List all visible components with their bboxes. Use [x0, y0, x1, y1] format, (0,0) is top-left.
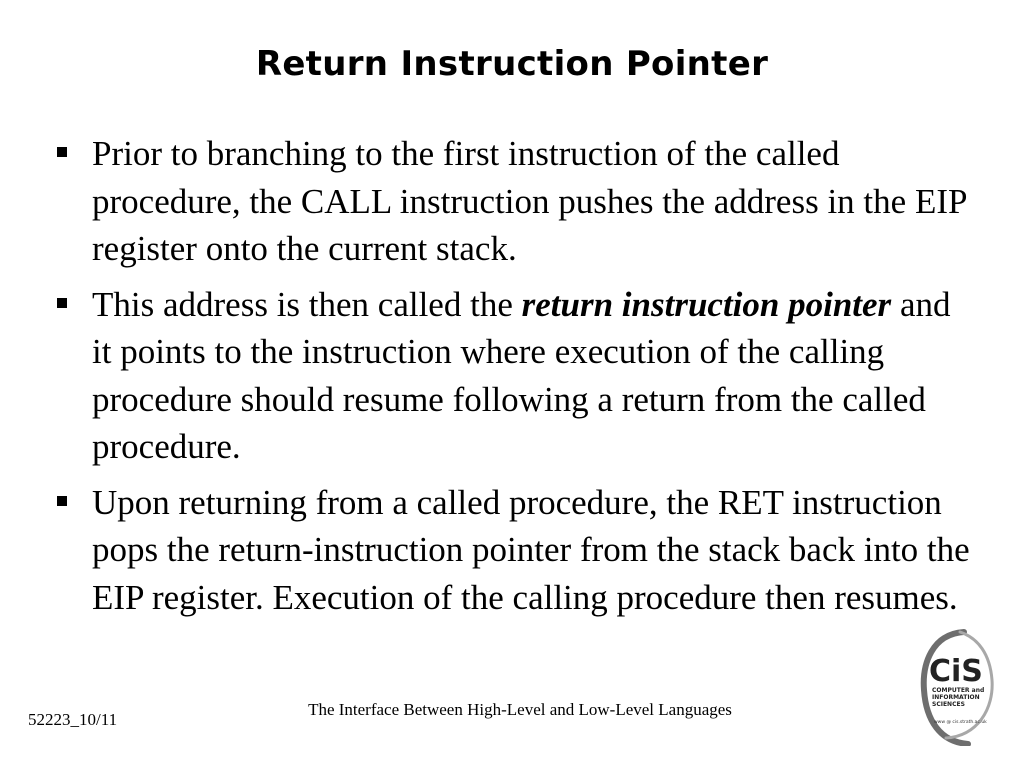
bullet-text-before: This address is then called the: [92, 284, 522, 324]
bullet-item: [55, 281, 975, 471]
bullet-item: [55, 130, 975, 273]
logo-line1: COMPUTER and: [932, 687, 985, 694]
logo-line3: SCIENCES: [932, 701, 965, 708]
bullet-list: [55, 130, 975, 629]
logo-url: www @ cis.strath.ac.uk: [934, 720, 987, 725]
cis-logo: [918, 628, 998, 746]
square-bullet-icon: [57, 496, 67, 506]
square-bullet-icon: [57, 147, 67, 157]
logo-line2: INFORMATION: [932, 694, 980, 701]
slide-title: Return Instruction Pointer: [255, 44, 769, 84]
bullet-text: Prior to branching to the first instruction of the called procedure, the CALL instruction pushes the address in the EIP register onto the current stack.: [92, 134, 967, 268]
bullet-text: Upon returning from a called procedure, the RET instruction pops the return-instruction pointer from the stack back into the EIP register. Execution of the calling procedure then resumes.: [92, 482, 970, 617]
bullet-text-after: and it points to the instruction where execution of the calling procedure should resume following a return from the called procedure.: [92, 284, 951, 466]
bullet-emphasis: return instruction pointer: [521, 284, 892, 324]
slide-number: 52223_10/11: [28, 710, 118, 729]
bullet-item: [55, 479, 975, 622]
footer-text: The Interface Between High-Level and Low-Level Languages: [308, 700, 732, 719]
square-bullet-icon: [57, 298, 67, 308]
logo-acronym: CiS: [929, 654, 983, 689]
